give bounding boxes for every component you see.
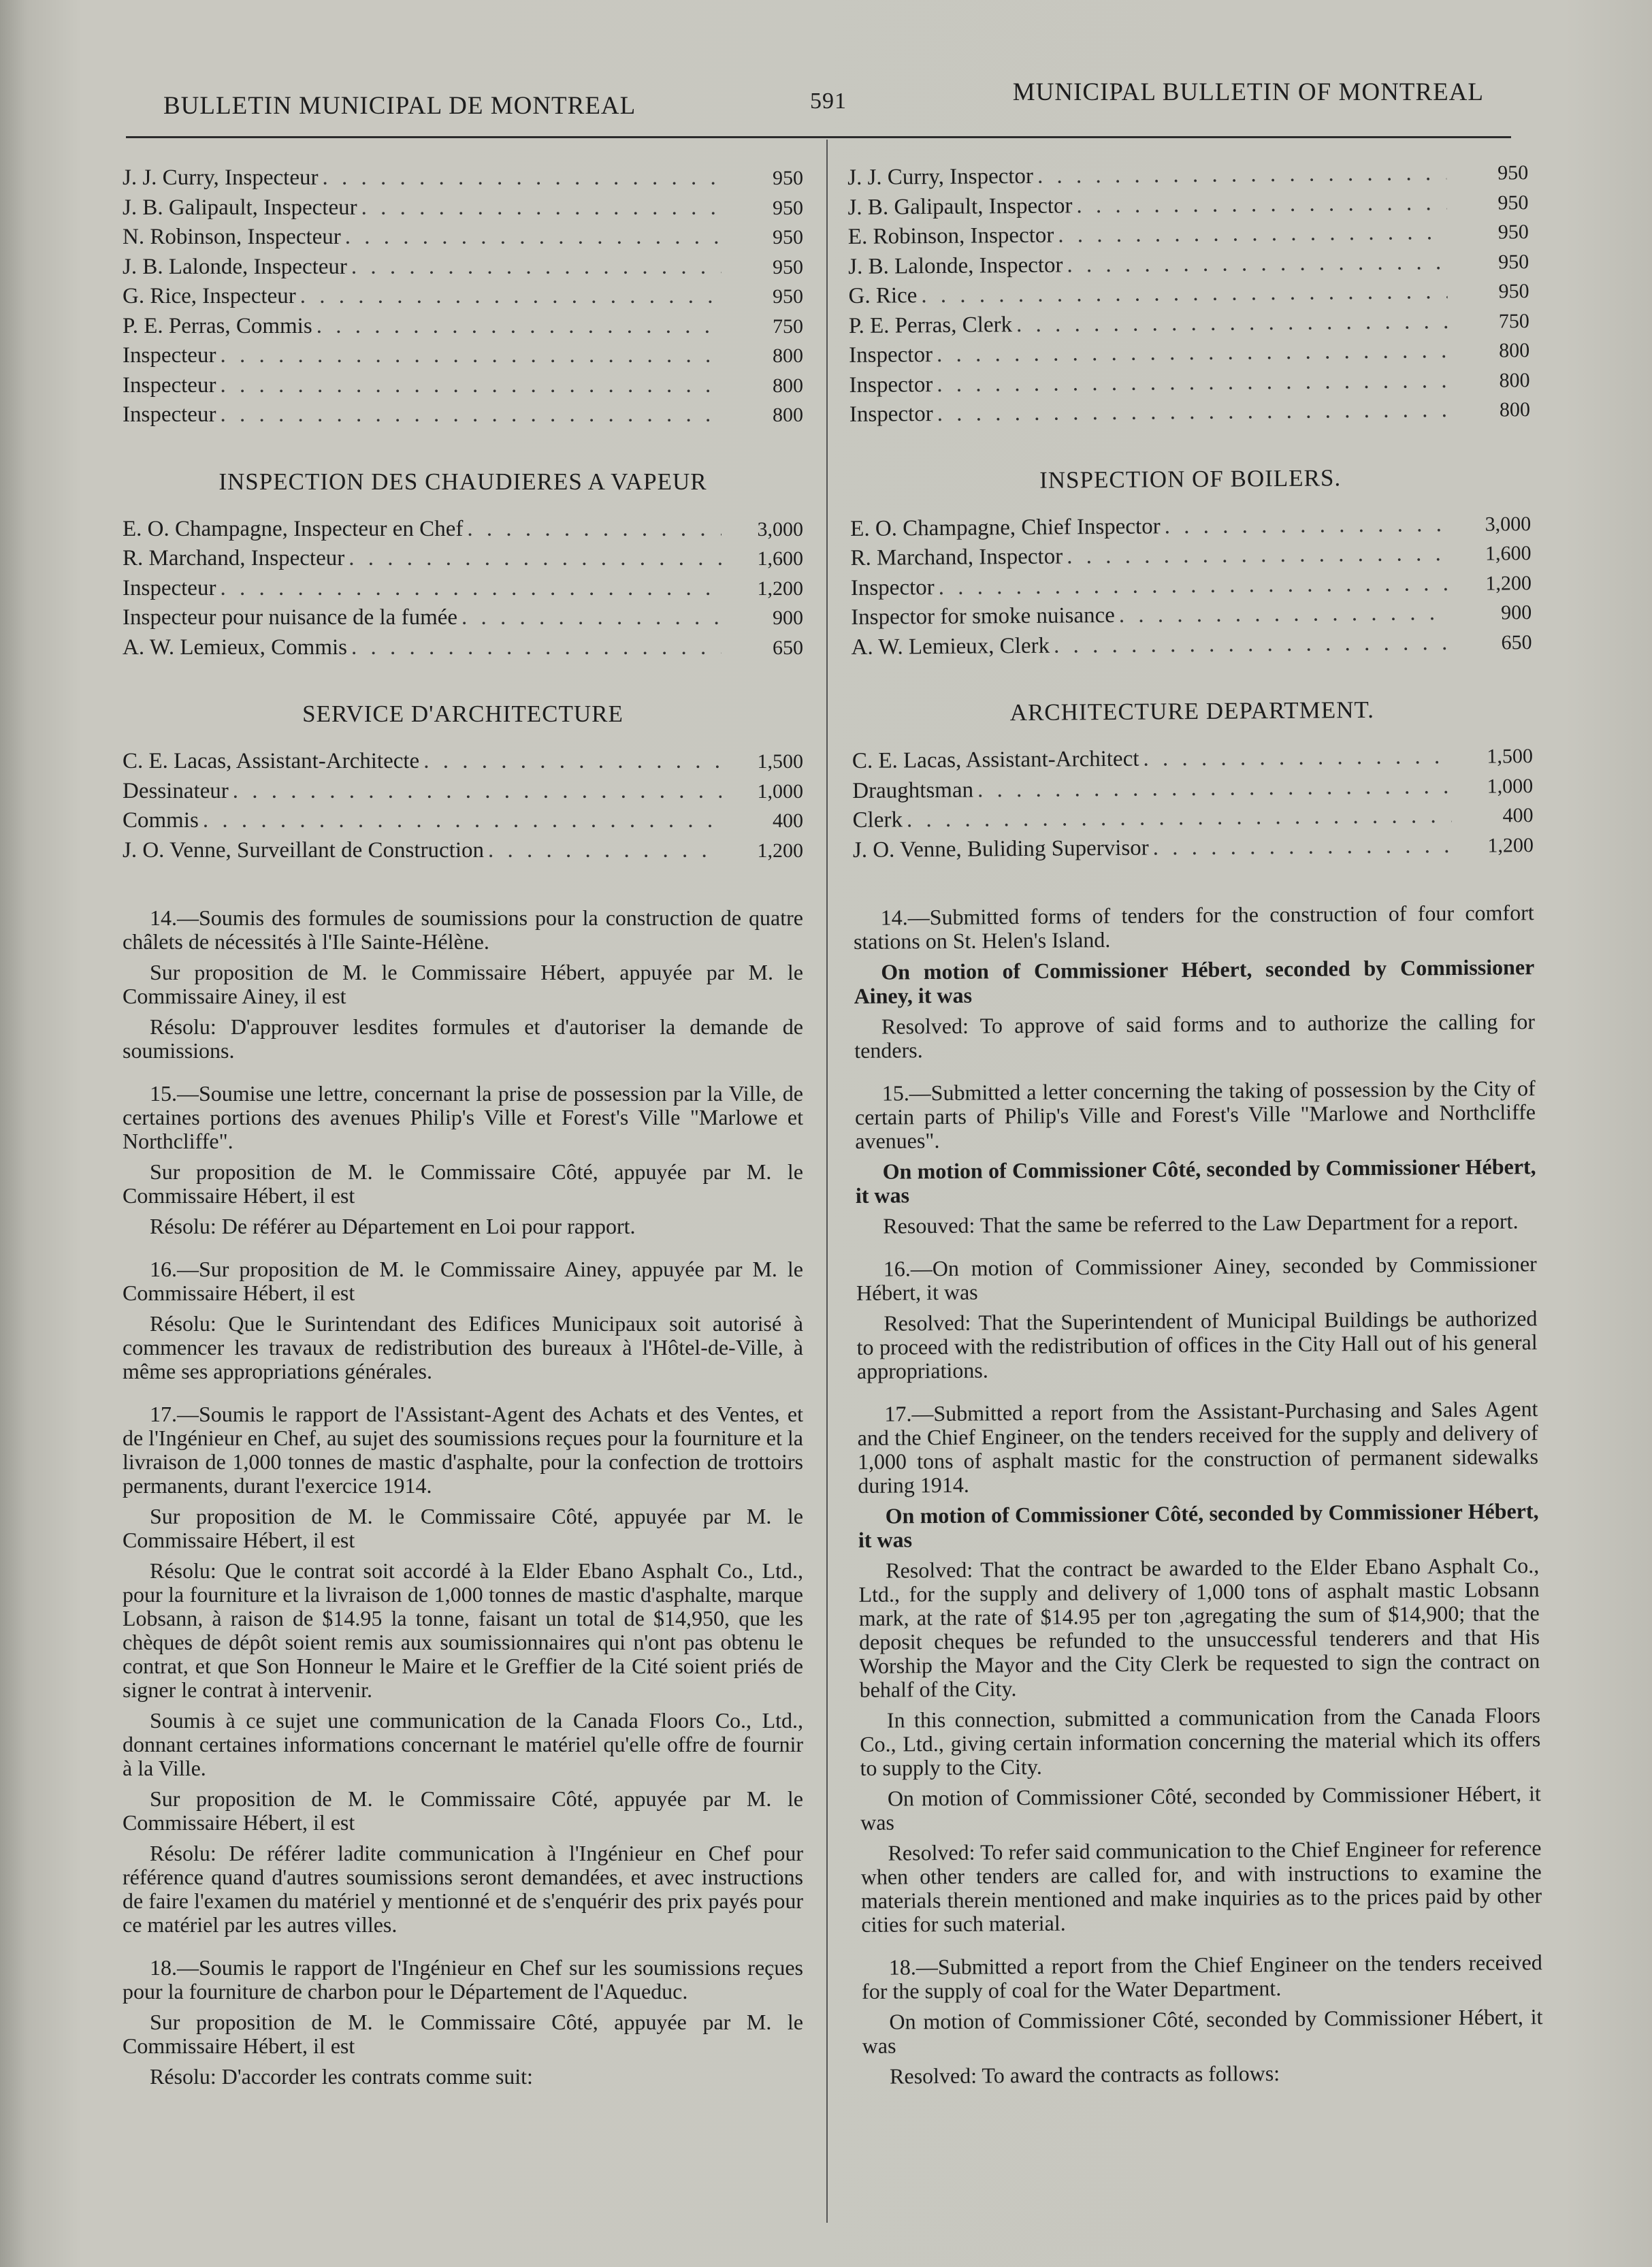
leader-dots — [216, 574, 722, 603]
salary-amount: 950 — [1497, 161, 1529, 184]
salary-amount: 400 — [773, 809, 803, 832]
header-right-title: MUNICIPAL BULLETIN OF MONTREAL — [1012, 78, 1484, 106]
staff-row — [123, 544, 803, 574]
staff-list-1 — [847, 158, 1530, 430]
salary-amount: 800 — [1499, 368, 1530, 391]
staff-name: J. O. Venne, Surveillant de Construction — [123, 837, 484, 863]
minutes-paragraph: On motion of Commissioner Côté, seconded by Commissioner Hébert, it was — [858, 1498, 1539, 1552]
staff-name: Commis — [123, 808, 199, 833]
staff-name: A. W. Lemieux, Clerk — [851, 633, 1050, 660]
salary-amount: 950 — [1497, 191, 1529, 214]
minutes-paragraph: In this connection, submitted a communication from the Canada Floors Co., Ltd., giving certain information concerning the material which its offers to supply to the City. — [860, 1703, 1541, 1780]
staff-name: J. J. Curry, Inspecteur — [123, 165, 319, 190]
staff-name: P. E. Perras, Commis — [123, 313, 312, 338]
leader-dots — [1054, 218, 1447, 250]
staff-name: G. Rice, Inspecteur — [123, 284, 296, 308]
leader-dots — [1139, 742, 1451, 773]
staff-row — [123, 777, 803, 807]
minutes-paragraph: On motion of Commissioner Hébert, seconded by Commissioner Ainey, it was — [854, 954, 1535, 1008]
staff-row — [123, 603, 803, 633]
staff-row — [853, 831, 1534, 865]
leader-dots — [935, 569, 1451, 602]
staff-row — [848, 247, 1529, 282]
staff-row — [852, 741, 1533, 776]
staff-row — [123, 747, 803, 777]
staff-row — [848, 217, 1529, 252]
staff-name: E. O. Champagne, Inspecteur en Chef — [123, 516, 464, 541]
staff-name: Inspector — [850, 575, 935, 600]
staff-name: Inspecteur — [123, 575, 216, 600]
leader-dots — [463, 515, 722, 544]
minutes-paragraph: 14.—Soumis des formules de soumissions pour la construction de quatre châlets de nécessités à l'Ile Sainte-Hélène. — [123, 905, 803, 954]
leader-dots — [1072, 189, 1446, 221]
leader-dots — [347, 633, 722, 662]
salary-amount: 650 — [773, 636, 803, 659]
salary-amount: 900 — [773, 607, 803, 629]
salary-amount: 950 — [773, 196, 803, 219]
staff-row — [851, 598, 1532, 632]
salary-amount: 750 — [1498, 309, 1529, 332]
staff-name: A. W. Lemieux, Commis — [123, 634, 347, 660]
salary-amount: 950 — [773, 255, 803, 278]
staff-row — [849, 395, 1530, 430]
minutes-paragraph: Résolu: De référer ladite communication à l'Ingénieur en Chef pour référence quand d'autres soumissions seront demandées, et avec instructions de faire l'examen du matériel y mentionné et de s'enquérir des prix payés pour ce matériel par les autres villes. — [123, 1841, 803, 1937]
staff-row — [850, 509, 1531, 544]
staff-row — [850, 538, 1531, 573]
staff-name: Inspector — [849, 342, 933, 368]
staff-name: G. Rice — [848, 283, 918, 308]
leader-dots — [341, 223, 722, 252]
staff-row — [123, 282, 803, 312]
salary-amount: 800 — [1499, 339, 1530, 362]
staff-name: Inspecteur — [123, 343, 216, 368]
minutes-paragraph: Résolu: Que le contrat soit accordé à la Elder Ebano Asphalt Co., Ltd., pour la fourniture et la livraison de 1,000 tonnes de mastic d'asphalte, marque Lobsann, à raison de $14.95 la tonne, faisant un total de $14,950, que les chèques de dépôt soient remis aux soumissionnaires qui n'ont pas obtenu le contrat, et que Son Honneur le Maire et le Greffier de la Cité soient priés de signer le contrat à intervenir. — [123, 1558, 803, 1702]
staff-row — [123, 400, 803, 430]
staff-name: J. B. Lalonde, Inspector — [848, 253, 1063, 279]
leader-dots — [973, 772, 1452, 805]
leader-dots — [484, 836, 722, 865]
leader-dots — [917, 277, 1447, 310]
minutes-paragraph: Résolu: Que le Surintendant des Edifices Municipaux soit autorisé à commencer les travaux de redistribution des bureaux à l'Hôtel-de-Ville, à même ses appropriations générales. — [123, 1311, 803, 1383]
staff-name: Inspecteur pour nuisance de la fumée — [123, 605, 458, 630]
staff-name: Draughtsman — [852, 777, 974, 803]
section-title-boilers: INSPECTION OF BOILERS. — [1039, 464, 1342, 494]
staff-name: Inspecteur — [123, 402, 216, 427]
staff-name: P. E. Perras, Clerk — [848, 312, 1013, 338]
leader-dots — [1012, 307, 1448, 340]
minutes-paragraph: 18.—Submitted a report from the Chief Engineer on the tenders received for the supply of coal for the Water Department. — [861, 1950, 1542, 2004]
staff-row — [123, 806, 803, 836]
staff-row — [849, 306, 1529, 341]
minutes-paragraph: 16.—Sur proposition de M. le Commissaire Ainey, appuyée par M. le Commissaire Hébert, il est — [123, 1257, 803, 1305]
staff-row — [123, 371, 803, 401]
minutes-paragraph: Resolved: To refer said communication to the Chief Engineer for reference when other tenders are called for, and with instructions to examine the materials therein mentioned and make inquiries as to the prices paid by other cities for such material. — [860, 1835, 1542, 1937]
minutes-paragraph: 14.—Submitted forms of tenders for the construction of four comfort stations on St. Helen's Island. — [853, 900, 1534, 954]
english-column — [847, 158, 1543, 2095]
staff-row — [123, 163, 803, 193]
minutes-paragraph: Resouved: That the same be referred to the Law Department for a report. — [883, 1208, 1519, 1238]
salary-amount: 1,000 — [1487, 774, 1534, 798]
staff-name: J. J. Curry, Inspector — [847, 163, 1034, 190]
minutes-paragraph: 18.—Soumis le rapport de l'Ingénieur en Chef sur les soumissions reçues pour la fourniture de charbon pour le Département de l'Aqueduc. — [123, 1955, 803, 2004]
minutes-text — [123, 906, 803, 2089]
staff-list-3 — [852, 741, 1534, 865]
leader-dots — [344, 544, 722, 573]
leader-dots — [216, 400, 722, 430]
leader-dots — [1050, 628, 1451, 660]
leader-dots — [457, 603, 722, 632]
minutes-paragraph: 15.—Soumise une lettre, concernant la prise de possession par la Ville, de certaines portions des avenues Philip's Ville et Forest's Ville "Marlowe et Northcliffe". — [123, 1081, 803, 1153]
minutes-paragraph: Sur proposition de M. le Commissaire Hébert, appuyée par M. le Commissaire Ainey, il est — [123, 960, 803, 1008]
staff-name: Inspecteur — [123, 372, 216, 398]
staff-name: N. Robinson, Inspecteur — [123, 225, 341, 249]
minutes-paragraph: On motion of Commissioner Côté, seconded by Commissioner Hébert, it was — [862, 2004, 1543, 2058]
leader-dots — [1063, 248, 1447, 280]
leader-dots — [296, 282, 722, 311]
salary-amount: 1,600 — [1485, 542, 1532, 565]
minutes-text — [854, 901, 1544, 2089]
salary-amount: 400 — [1502, 804, 1534, 827]
minutes-paragraph: Resolved: To award the contracts as follows: — [889, 2061, 1280, 2089]
minutes-paragraph: Résolu: D'approuver lesdites formules et d'autoriser la demande de soumissions. — [123, 1014, 803, 1063]
salary-amount: 1,500 — [1487, 745, 1533, 768]
staff-name: Inspector for smoke nuisance — [851, 602, 1115, 630]
staff-list-2 — [123, 515, 803, 663]
minutes-paragraph: 16.—On motion of Commissioner Ainey, seconded by Commissioner Hébert, it was — [856, 1251, 1537, 1305]
staff-row — [851, 628, 1532, 662]
minutes-paragraph: Résolu: D'accorder les contrats comme suit: — [150, 2064, 533, 2089]
leader-dots — [1149, 831, 1453, 863]
salary-amount: 1,600 — [757, 547, 803, 570]
staff-list-1 — [123, 163, 803, 430]
salary-amount: 750 — [773, 315, 803, 338]
staff-name: R. Marchand, Inspector — [850, 544, 1063, 570]
salary-amount: 950 — [773, 226, 803, 248]
header-rule — [126, 136, 1511, 138]
salary-amount: 1,200 — [1485, 571, 1532, 595]
salary-amount: 800 — [773, 404, 803, 426]
salary-amount: 800 — [1499, 398, 1531, 421]
minutes-paragraph: 15.—Submitted a letter concerning the taking of possession by the City of certain parts of Philip's Ville and Forest's Ville "Marlowe and Northcliffe avenues". — [854, 1076, 1536, 1153]
leader-dots — [199, 806, 722, 835]
staff-name: J. B. Lalonde, Inspecteur — [123, 254, 347, 279]
staff-list-3 — [123, 747, 803, 865]
minutes-paragraph: On motion of Commissioner Côté, seconded by Commissioner Hébert, it was — [855, 1154, 1536, 1208]
leader-dots — [419, 747, 722, 776]
staff-name: Dessinateur — [123, 778, 229, 803]
leader-dots — [229, 777, 722, 806]
leader-dots — [903, 801, 1452, 835]
staff-row — [849, 366, 1529, 400]
salary-amount: 800 — [773, 374, 803, 397]
salary-amount: 900 — [1501, 601, 1532, 624]
minutes-paragraph: Resolved: To approve of said forms and to authorize the calling for tenders. — [854, 1009, 1536, 1063]
leader-dots — [1115, 598, 1451, 630]
salary-amount: 950 — [1498, 280, 1529, 303]
leader-dots — [1033, 159, 1446, 191]
salary-amount: 950 — [773, 285, 803, 308]
minutes-paragraph: Sur proposition de M. le Commissaire Côté, appuyée par M. le Commissaire Hébert, il est — [123, 1159, 803, 1208]
salary-amount: 950 — [1498, 250, 1529, 273]
minutes-paragraph: Sur proposition de M. le Commissaire Côté, appuyée par M. le Commissaire Hébert, il est — [123, 1504, 803, 1552]
minutes-paragraph: 17.—Submitted a report from the Assistant-Purchasing and Sales Agent and the Chief Engineer, on the tenders received for the supply and delivery of 1,000 tons of asphalt mastic for the construction of permanent sidewalks during 1914. — [857, 1396, 1539, 1498]
leader-dots — [318, 163, 722, 193]
minutes-paragraph: 17.—Soumis le rapport de l'Assistant-Agent des Achats et des Ventes, et de l'Ingénieur en Chef, au sujet des soumissions reçues pour la fourniture et la livraison de 1,000 tonnes de mastic d'asphalte, pour la confection de trottoirs permanents, durant l'exercice 1914. — [123, 1402, 803, 1498]
section-title-architecture: ARCHITECTURE DEPARTMENT. — [1009, 696, 1375, 726]
salary-amount: 3,000 — [1485, 512, 1532, 536]
staff-row — [852, 801, 1533, 835]
minutes-paragraph: Sur proposition de M. le Commissaire Côté, appuyée par M. le Commissaire Hébert, il est — [123, 2010, 803, 2058]
staff-list-2 — [850, 509, 1532, 662]
staff-row — [847, 188, 1528, 223]
salary-amount: 950 — [773, 167, 803, 189]
leader-dots — [933, 366, 1448, 399]
salary-amount: 1,200 — [1487, 833, 1534, 857]
staff-row — [123, 574, 803, 604]
leader-dots — [933, 396, 1449, 428]
column-divider — [826, 140, 828, 2223]
minutes-paragraph: Résolu: De référer au Département en Loi pour rapport. — [150, 1214, 636, 1238]
staff-row — [123, 341, 803, 371]
minutes-paragraph: Soumis à ce sujet une communication de la Canada Floors Co., Ltd., donnant certaines informations concernant le matériel qu'elle offre de fournir à la Ville. — [123, 1708, 803, 1780]
section-title-boilers: INSPECTION DES CHAUDIERES A VAPEUR — [218, 468, 707, 495]
salary-amount: 1,500 — [757, 750, 803, 773]
staff-name: E. O. Champagne, Chief Inspector — [850, 513, 1161, 541]
french-column — [123, 163, 803, 2095]
staff-name: C. E. Lacas, Assistant-Architecte — [123, 749, 420, 773]
minutes-paragraph: Sur proposition de M. le Commissaire Côté, appuyée par M. le Commissaire Hébert, il est — [123, 1786, 803, 1835]
salary-amount: 950 — [1497, 221, 1529, 244]
salary-amount: 1,000 — [757, 779, 803, 803]
staff-name: J. B. Galipault, Inspector — [847, 193, 1073, 220]
staff-row — [851, 568, 1532, 603]
minutes-paragraph: Resolved: That the contract be awarded to the Elder Ebano Asphalt Co., Ltd., for the supply and delivery of 1,000 tons of asphalt mastic Lobsann mark, at the rate of $14.95 per ton ,agregating the sum of $14,900; that the deposit cheques be refunded to the unsuccessful tenderers and that His Worship the Mayor and the City Clerk be requested to sign the contract on behalf of the City. — [858, 1553, 1540, 1702]
page-number: 591 — [810, 89, 847, 114]
leader-dots — [1161, 510, 1450, 541]
salary-amount: 1,200 — [757, 839, 803, 862]
staff-row — [847, 158, 1528, 193]
leader-dots — [312, 312, 722, 341]
section-title-architecture: SERVICE D'ARCHITECTURE — [302, 701, 623, 727]
staff-row — [123, 633, 803, 663]
page-header — [157, 76, 1484, 124]
staff-name: J. O. Venne, Buliding Supervisor — [852, 835, 1149, 863]
leader-dots — [933, 336, 1448, 369]
leader-dots — [1063, 539, 1450, 571]
staff-row — [848, 276, 1529, 311]
leader-dots — [216, 371, 722, 400]
staff-row — [123, 836, 803, 866]
staff-row — [849, 336, 1529, 370]
salary-amount: 650 — [1501, 630, 1532, 654]
leader-dots — [357, 193, 722, 223]
staff-row — [123, 312, 803, 342]
staff-name: Inspector — [849, 372, 933, 398]
minutes-paragraph: Resolved: That the Superintendent of Municipal Buildings be authorized to proceed with the redistribution of offices in the City Hall out of his general appropriations. — [856, 1306, 1538, 1383]
staff-row — [123, 223, 803, 253]
staff-row — [123, 193, 803, 223]
header-left-title: BULLETIN MUNICIPAL DE MONTREAL — [163, 92, 636, 120]
staff-name: J. B. Galipault, Inspecteur — [123, 195, 357, 220]
staff-name: R. Marchand, Inspecteur — [123, 546, 345, 570]
staff-name: Clerk — [852, 807, 903, 833]
staff-row — [123, 253, 803, 283]
minutes-paragraph: On motion of Commissioner Côté, seconded by Commissioner Hébert, it was — [860, 1781, 1541, 1835]
salary-amount: 1,200 — [757, 577, 803, 600]
staff-name: C. E. Lacas, Assistant-Architect — [852, 746, 1139, 773]
staff-name: E. Robinson, Inspector — [847, 223, 1054, 249]
staff-name: Inspector — [849, 402, 933, 427]
staff-row — [852, 771, 1533, 806]
salary-amount: 3,000 — [757, 517, 803, 541]
leader-dots — [347, 253, 722, 282]
salary-amount: 800 — [773, 344, 803, 367]
leader-dots — [216, 341, 722, 370]
staff-row — [123, 515, 803, 545]
